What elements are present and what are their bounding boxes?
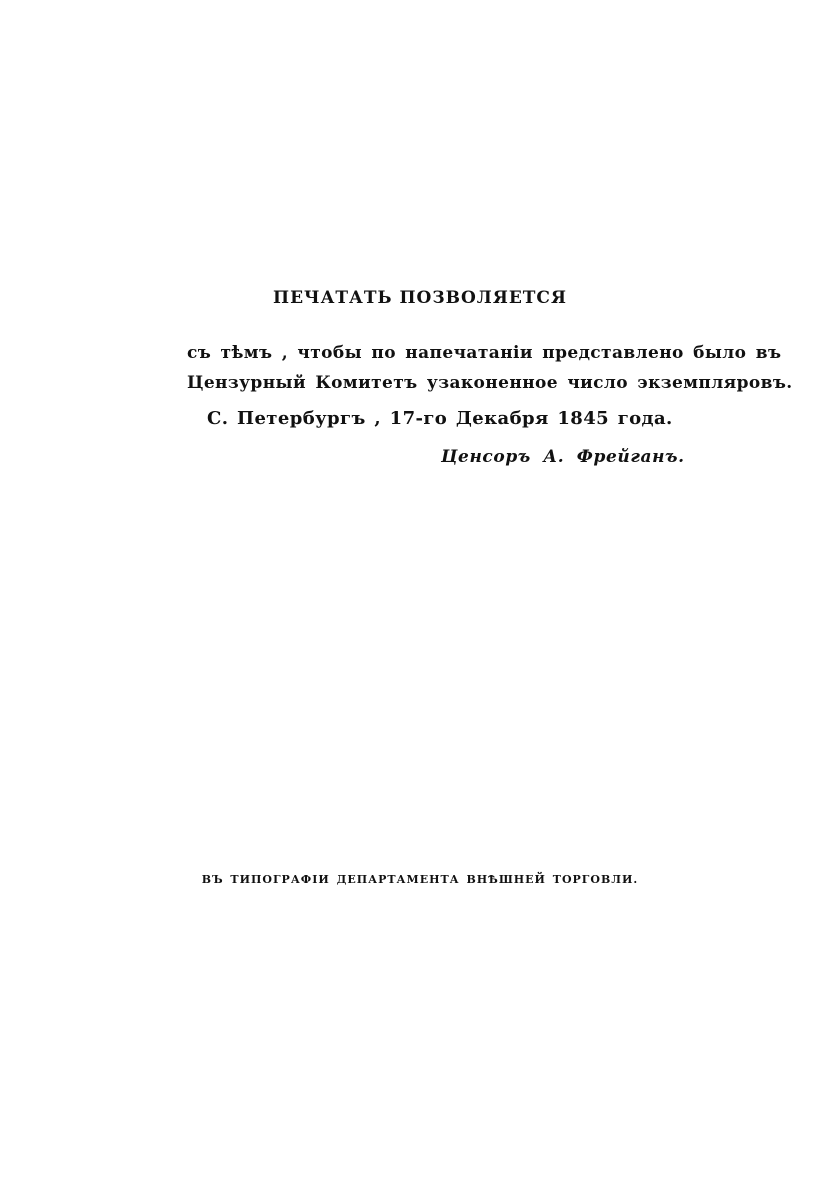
printer-imprint: ВЪ ТИПОГРАФІИ ДЕПАРТАМЕНТА ВНѢШНЕЙ ТОРГОВЛИ. bbox=[201, 873, 639, 886]
censorship-heading: ПЕЧАТАТЬ ПОЗВОЛЯЕТСЯ bbox=[273, 288, 567, 308]
censorship-date-line: С. Петербургъ , 17-го Декабря 1845 года. bbox=[207, 408, 673, 429]
censor-signature: Ценсоръ А. Фрейганъ. bbox=[441, 447, 685, 467]
censorship-text-line-2: Цензурный Комитетъ узаконенное число экземпляровъ. bbox=[187, 373, 793, 393]
censorship-text-line-1: съ тѣмъ , чтобы по напечатаніи представлено было въ bbox=[187, 343, 782, 363]
